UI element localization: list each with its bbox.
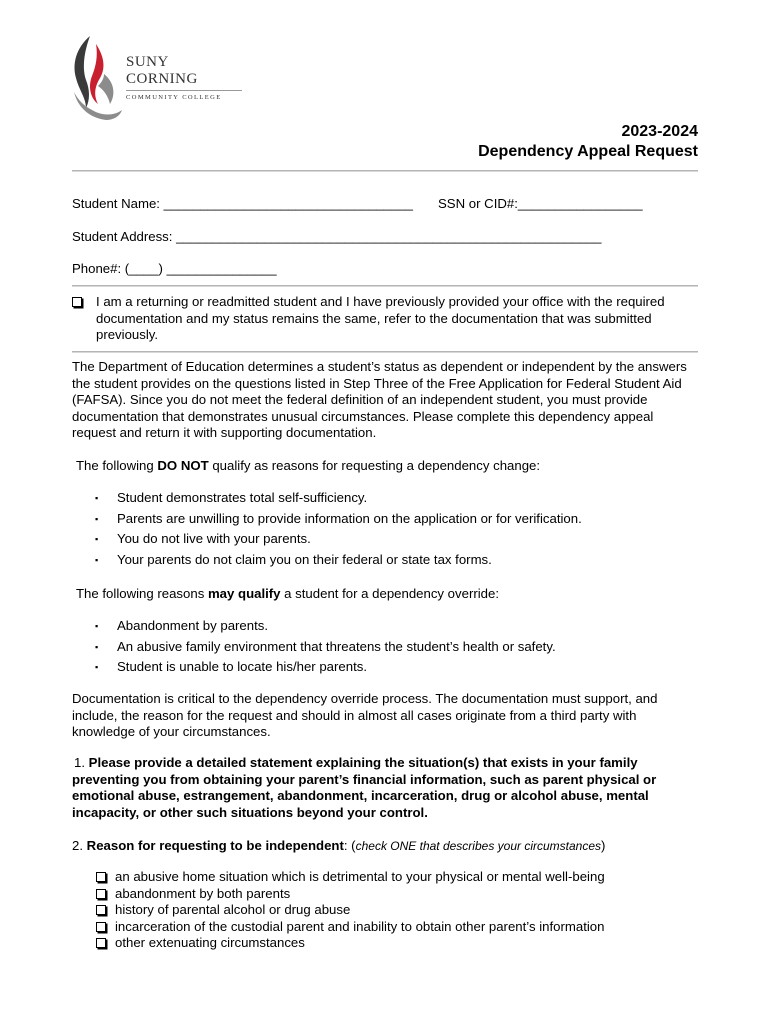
divider (72, 285, 698, 287)
reason-checkbox[interactable] (96, 905, 106, 915)
reason-checkbox[interactable] (96, 938, 106, 948)
list-item: ▪ Your parents do not claim you on their federal or state tax forms. (95, 550, 582, 571)
student-address-field[interactable]: Student Address: __________________________________________________________ (72, 229, 602, 244)
divider (72, 351, 698, 353)
reason-checkbox[interactable] (96, 872, 106, 882)
reason-checkbox[interactable] (96, 922, 106, 932)
list-item: ▪ You do not live with your parents. (95, 529, 582, 550)
question-2: 2. Reason for requesting to be independent: (check ONE that describes your circumstances) (72, 838, 606, 853)
form-year: 2023-2024 (621, 123, 698, 140)
logo-text-corning: CORNING (126, 71, 198, 87)
reason-checkbox[interactable] (96, 889, 106, 899)
returning-student-label: I am a returning or readmitted student and I have previously provided your office with the required documentation and my status remains the same, refer to the documentation that was submitted previously. (96, 294, 665, 343)
returning-student-option (72, 294, 702, 344)
intro-paragraph: The Department of Education determines a student’s status as dependent or independent by the answers the student provides on the questions listed in Step Three of the Free Application for Federal Student Aid (FAFSA). Since you do not meet the federal definition of an independent student, you must provide documentation that demonstrates unusual circumstances. Please complete this dependency appeal request and return it with supporting documentation. (72, 359, 687, 441)
reason-option: other extenuating circumstances (96, 935, 605, 952)
ssn-field[interactable]: SSN or CID#:_________________ (438, 196, 643, 211)
list-item: ▪ Student is unable to locate his/her parents. (95, 657, 556, 678)
student-name-field[interactable]: Student Name: __________________________________ (72, 196, 413, 211)
college-logo (68, 34, 248, 124)
question-1-text: Please provide a detailed statement explaining the situation(s) that exists in your family preventing you from obtaining your parent’s financial information, such as parent physical or emotional abuse, estrangement, abandonment, incarceration, drug or alcohol abuse, mental incapacity, or other such situations beyond your control. (72, 755, 657, 820)
reason-option: an abusive home situation which is detrimental to your physical or mental well-being (96, 869, 605, 886)
question-2-instruction: check ONE that describes your circumstances (355, 839, 602, 853)
header-divider (72, 170, 698, 172)
list-item: ▪ Abandonment by parents. (95, 616, 556, 637)
returning-student-checkbox[interactable] (72, 297, 82, 307)
question-1 (72, 755, 698, 821)
list-item: ▪ Parents are unwilling to provide information on the application or for verification. (95, 509, 582, 530)
documentation-paragraph: Documentation is critical to the dependency override process. The documentation must support, and include, the reason for the request and should in almost all cases originate from a third party with knowledge of your circumstances. (72, 691, 658, 740)
logo-text-suny: SUNY (126, 54, 169, 70)
logo-text-community-college: COMMUNITY COLLEGE (126, 94, 222, 101)
may-qualify-heading: The following reasons may qualify a student for a dependency override: (76, 586, 499, 601)
question-2-number: 2. (72, 838, 83, 853)
form-title: Dependency Appeal Request (478, 143, 698, 160)
flame-logo-icon (68, 34, 124, 124)
list-item: ▪ Student demonstrates total self-sufficiency. (95, 488, 582, 509)
may-qualify-list (95, 616, 556, 678)
question-1-number: 1. (74, 755, 85, 770)
not-qualify-heading: The following DO NOT qualify as reasons for requesting a dependency change: (76, 458, 541, 473)
phone-field[interactable]: Phone#: (____) _______________ (72, 261, 277, 276)
logo-divider (126, 90, 242, 91)
reason-option: history of parental alcohol or drug abuse (96, 902, 605, 919)
question-2-label: Reason for requesting to be independent (86, 838, 344, 853)
not-qualify-list (95, 488, 582, 571)
reason-option: abandonment by both parents (96, 886, 605, 903)
reason-option: incarceration of the custodial parent and inability to obtain other parent’s information (96, 919, 605, 936)
reason-options (96, 869, 605, 952)
list-item: ▪ An abusive family environment that threatens the student’s health or safety. (95, 637, 556, 658)
